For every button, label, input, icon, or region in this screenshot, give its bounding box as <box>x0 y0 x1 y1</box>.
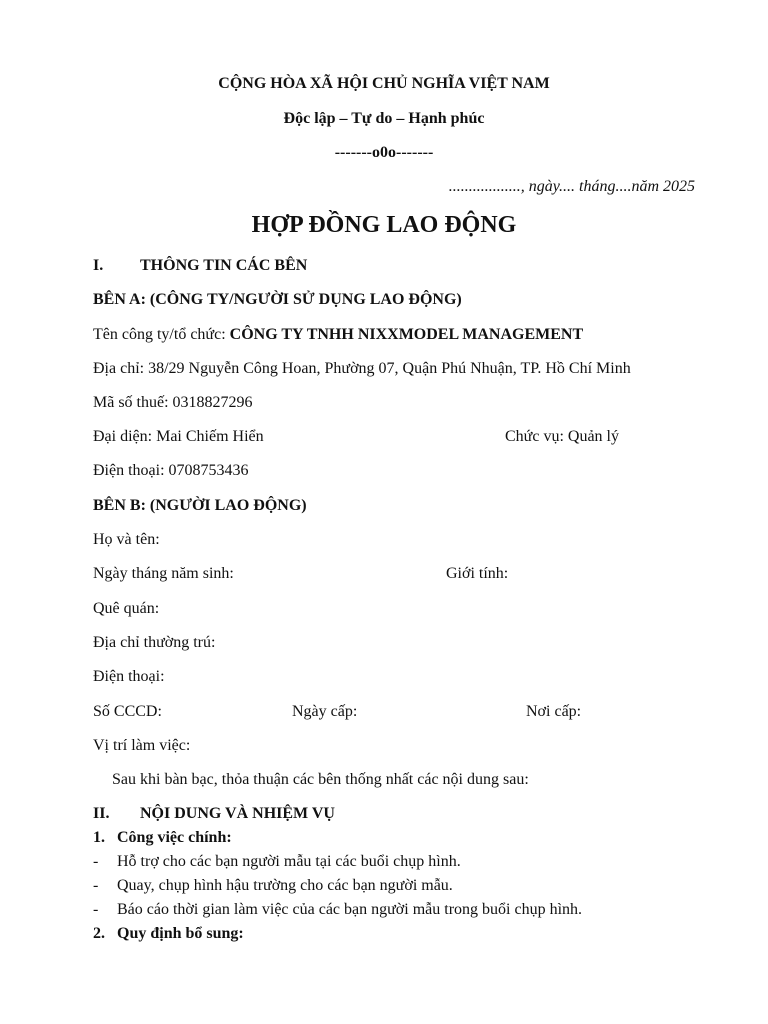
party-b-work-position: Vị trí làm việc: <box>93 737 191 754</box>
party-b-full-name: Họ và tên: <box>93 531 160 548</box>
party-a-address: Địa chỉ: 38/29 Nguyễn Công Hoan, Phường 07, Quận Phú Nhuận, TP. Hồ Chí Minh <box>93 360 631 377</box>
party-a-company-line <box>93 325 583 345</box>
party-b-heading: BÊN B: (NGƯỜI LAO ĐỘNG) <box>93 497 307 514</box>
bullet-marker: - <box>93 901 99 918</box>
national-motto: Độc lập – Tự do – Hạnh phúc <box>283 110 485 127</box>
party-a-representative: Đại diện: Mai Chiếm Hiển <box>93 428 264 445</box>
document-title: HỢP ĐỒNG LAO ĐỘNG <box>251 212 517 238</box>
party-b-birth-date: Ngày tháng năm sinh: <box>93 565 234 582</box>
agreement-text: Sau khi bàn bạc, thỏa thuận các bên thống nhất các nội dung sau: <box>112 771 529 788</box>
bullet-marker: - <box>93 853 99 870</box>
party-a-tax-code: Mã số thuế: 0318827296 <box>93 394 253 411</box>
bullet-marker: - <box>93 877 99 894</box>
company-label: Tên công ty/tổ chức: <box>93 326 230 343</box>
party-b-hometown: Quê quán: <box>93 600 160 617</box>
item-1-number: 1. <box>93 829 105 846</box>
bullet-item: Báo cáo thời gian làm việc của các bạn người mẫu trong buổi chụp hình. <box>117 901 583 918</box>
header-divider: -------o0o------- <box>334 144 434 161</box>
item-2-number: 2. <box>93 925 105 942</box>
party-b-issue-date: Ngày cấp: <box>292 703 358 720</box>
bullet-item: Hỗ trợ cho các bạn người mẫu tại các buổi chụp hình. <box>117 853 461 870</box>
item-2-heading: Quy định bổ sung: <box>117 925 244 942</box>
party-b-id-number: Số CCCD: <box>93 703 162 720</box>
party-a-heading: BÊN A: (CÔNG TY/NGƯỜI SỬ DỤNG LAO ĐỘNG) <box>93 291 462 308</box>
company-name: CÔNG TY TNHH NIXXMODEL MANAGEMENT <box>229 326 584 343</box>
section-1-number: I. <box>93 257 104 274</box>
party-b-issue-place: Nơi cấp: <box>526 703 582 720</box>
section-2-heading: NỘI DUNG VÀ NHIỆM VỤ <box>140 805 335 822</box>
party-b-gender: Giới tính: <box>446 565 509 582</box>
date-line: .................., ngày.... tháng....năm 2025 <box>448 178 695 195</box>
bullet-item: Quay, chụp hình hậu trường cho các bạn người mẫu. <box>117 877 453 894</box>
party-b-phone: Điện thoại: <box>93 668 165 685</box>
section-1-heading: THÔNG TIN CÁC BÊN <box>140 257 308 274</box>
party-b-permanent-address: Địa chỉ thường trú: <box>93 634 216 651</box>
nation-name: CỘNG HÒA XÃ HỘI CHỦ NGHĨA VIỆT NAM <box>218 75 550 92</box>
party-a-phone: Điện thoại: 0708753436 <box>93 462 249 479</box>
party-a-position: Chức vụ: Quản lý <box>505 428 619 445</box>
item-1-heading: Công việc chính: <box>117 829 232 846</box>
section-2-number: II. <box>93 805 110 822</box>
